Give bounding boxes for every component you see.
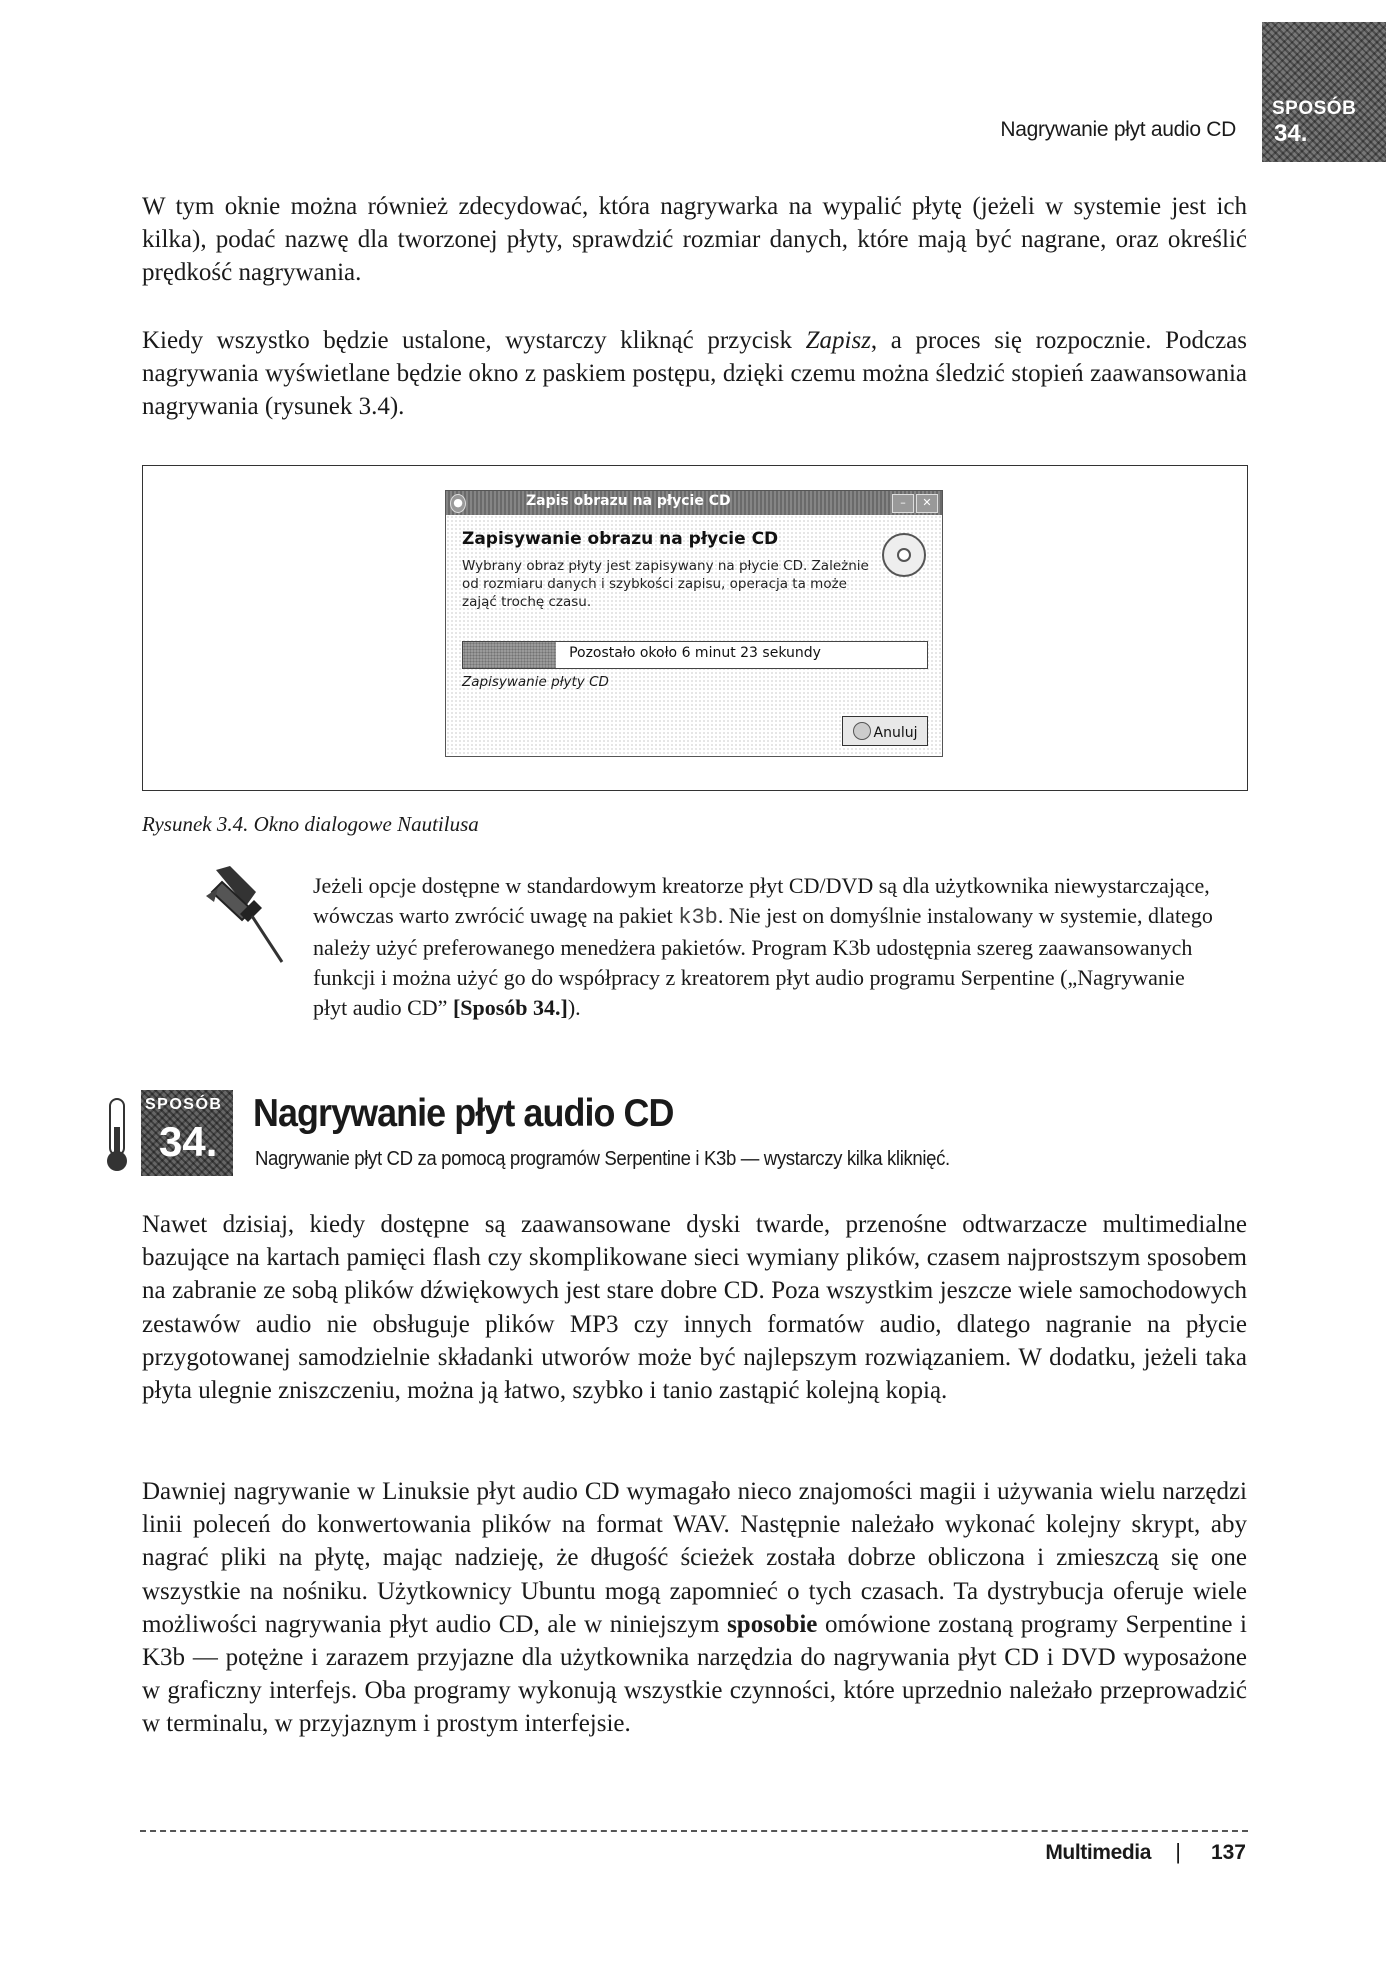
body-paragraph-1: Nawet dzisiaj, kiedy dostępne są zaawansowane dyski twarde, przenośne odtwarzacze multimedialne bazujące na kartach pamięci flash czy skomplikowane sieci wymiany plików, czasem najprostszym sposobem na zabranie ze sobą plików dźwiękowych jest stare dobre CD. Poza wszystkim jeszcze wiele samochodowych zestawów audio nie obsługuje plików MP3 czy innych formatów audio, dlatego nagranie na płycie przygotowanej samodzielnie składanki utworów może być najlepszym rozwiązaniem. W dodatku, jeżeli taka płyta ulegnie zniszczeniu, można ją łatwo, szybko i tanio zastąpić kolejną kopią. <box>142 1211 1247 1405</box>
cancel-icon <box>853 722 871 740</box>
intro-paragraph-1: W tym oknie można również zdecydować, która nagrywarka na wypalić płytę (jeżeli w systemie jest ich kilka), podać nazwę dla tworzonej płyty, sprawdzić rozmiar danych, które mają być nagrane, oraz określić prędkość nagrywania. <box>142 193 1247 286</box>
chapter-tab-label: SPOSÓB <box>1272 98 1357 119</box>
section-subtitle: Nagrywanie płyt CD za pomocą programów Serpentine i K3b — wystarczy kilka kliknięć. <box>255 1148 950 1170</box>
package-name-code: k3b <box>678 905 718 930</box>
body-text: Dawniej nagrywanie w Linuksie płyt audio CD wymagało nieco znajomości magii i używania wielu narzędzi linii poleceń do konwertowania plików na format WAV. Następnie należało wykonać kolejny skrypt, aby nagrać pliki na płytę, mając nadzieję, że długość ścieżek została dobrze obliczona i zmieszczą się one wszystkie na nośniku. Użytkownicy Ubuntu mogą zapomnieć o tych czasach. Ta dystrybucja oferuje wiele możliwości nagrywania płyt audio CD, ale w niniejszym <box>142 1478 1247 1638</box>
footer-separator: | <box>1175 1839 1181 1864</box>
dialog-window-title: Zapis obrazu na płycie CD <box>526 493 731 509</box>
section-badge-label: SPOSÓB <box>145 1096 223 1113</box>
zapisz-emphasis: Zapisz <box>805 327 871 354</box>
intro-text: Kiedy wszystko będzie ustalone, wystarczy kliknąć przycisk <box>142 327 806 354</box>
cd-disc-icon <box>882 533 926 577</box>
window-menu-icon[interactable]: ● <box>450 494 466 513</box>
dialog-message: Wybrany obraz płyty jest zapisywany na płycie CD. Zależnie od rozmiaru danych i szybkości zapisu, operacja ta może zająć trochę czasu. <box>462 558 869 610</box>
note-text: . Nie jest on domyślnie instalowany w systemie, dlatego należy użyć preferowanego menedżera pakietów. Program K3b udostępnia szereg zaawansowanych funkcji i można użyć go do współpracy z kreatorem płyt audio programu Serpentine („Nagrywanie płyt audio CD” <box>313 903 1213 1020</box>
cross-reference: [Sposób 34.] <box>452 995 568 1020</box>
chapter-tab-number: 34. <box>1274 120 1308 147</box>
figure-frame <box>142 465 1248 791</box>
footer-rule <box>140 1830 1248 1832</box>
running-header: Nagrywanie płyt audio CD <box>1000 118 1236 141</box>
sposobie-bold: sposobie <box>727 1610 818 1638</box>
minimize-icon[interactable]: – <box>892 494 914 513</box>
note-text: Jeżeli opcje dostępne w standardowym kreatorze płyt CD/DVD są dla użytkownika niewystarczające, wówczas warto zwrócić uwagę na pakiet <box>313 873 1210 928</box>
footer-section-name: Multimedia <box>1045 1841 1151 1864</box>
body-paragraph-2 <box>142 1475 1247 1741</box>
dialog-titlebar[interactable] <box>446 491 942 515</box>
figure-caption: Rysunek 3.4. Okno dialogowe Nautilusa <box>142 812 479 836</box>
body-text: omówione zostaną programy Serpentine i K3b — potężne i zarazem przyjazne dla użytkownika narzędzia do nagrywania płyt CD i DVD wyposażone w graficzny interfejs. Oba programy wykonują wszystkie czynności, które uprzednio należało przeprowadzić w terminalu, w przyjaznym i prostym interfejsie. <box>142 1610 1247 1738</box>
cancel-button[interactable] <box>842 716 928 746</box>
progress-bar <box>462 641 928 669</box>
burn-dialog <box>445 490 943 757</box>
section-title: Nagrywanie płyt audio CD <box>253 1092 674 1135</box>
thermometer-icon <box>104 1097 130 1175</box>
section-badge <box>141 1090 233 1176</box>
chapter-tab <box>1262 22 1386 162</box>
close-icon[interactable]: ✕ <box>916 494 938 513</box>
section-badge-number: 34. <box>159 1118 218 1165</box>
progress-text: Pozostało około 6 minut 23 sekundy <box>569 645 821 661</box>
tip-note <box>313 871 1213 1023</box>
pushpin-icon <box>196 866 286 966</box>
cancel-label: Anuluj <box>873 724 918 741</box>
dialog-heading: Zapisywanie obrazu na płycie CD <box>462 529 779 549</box>
page-number: 137 <box>1210 1841 1246 1864</box>
intro-text: , a proces się rozpocznie. Podczas nagrywania wyświetlane będzie okno z paskiem postępu, dzięki czemu można śledzić stopień zaawansowania nagrywania (rysunek 3.4). <box>142 327 1247 420</box>
intro-paragraph-2 <box>142 324 1247 423</box>
note-text: ). <box>567 995 581 1020</box>
progress-status: Zapisywanie płyty CD <box>462 674 609 690</box>
